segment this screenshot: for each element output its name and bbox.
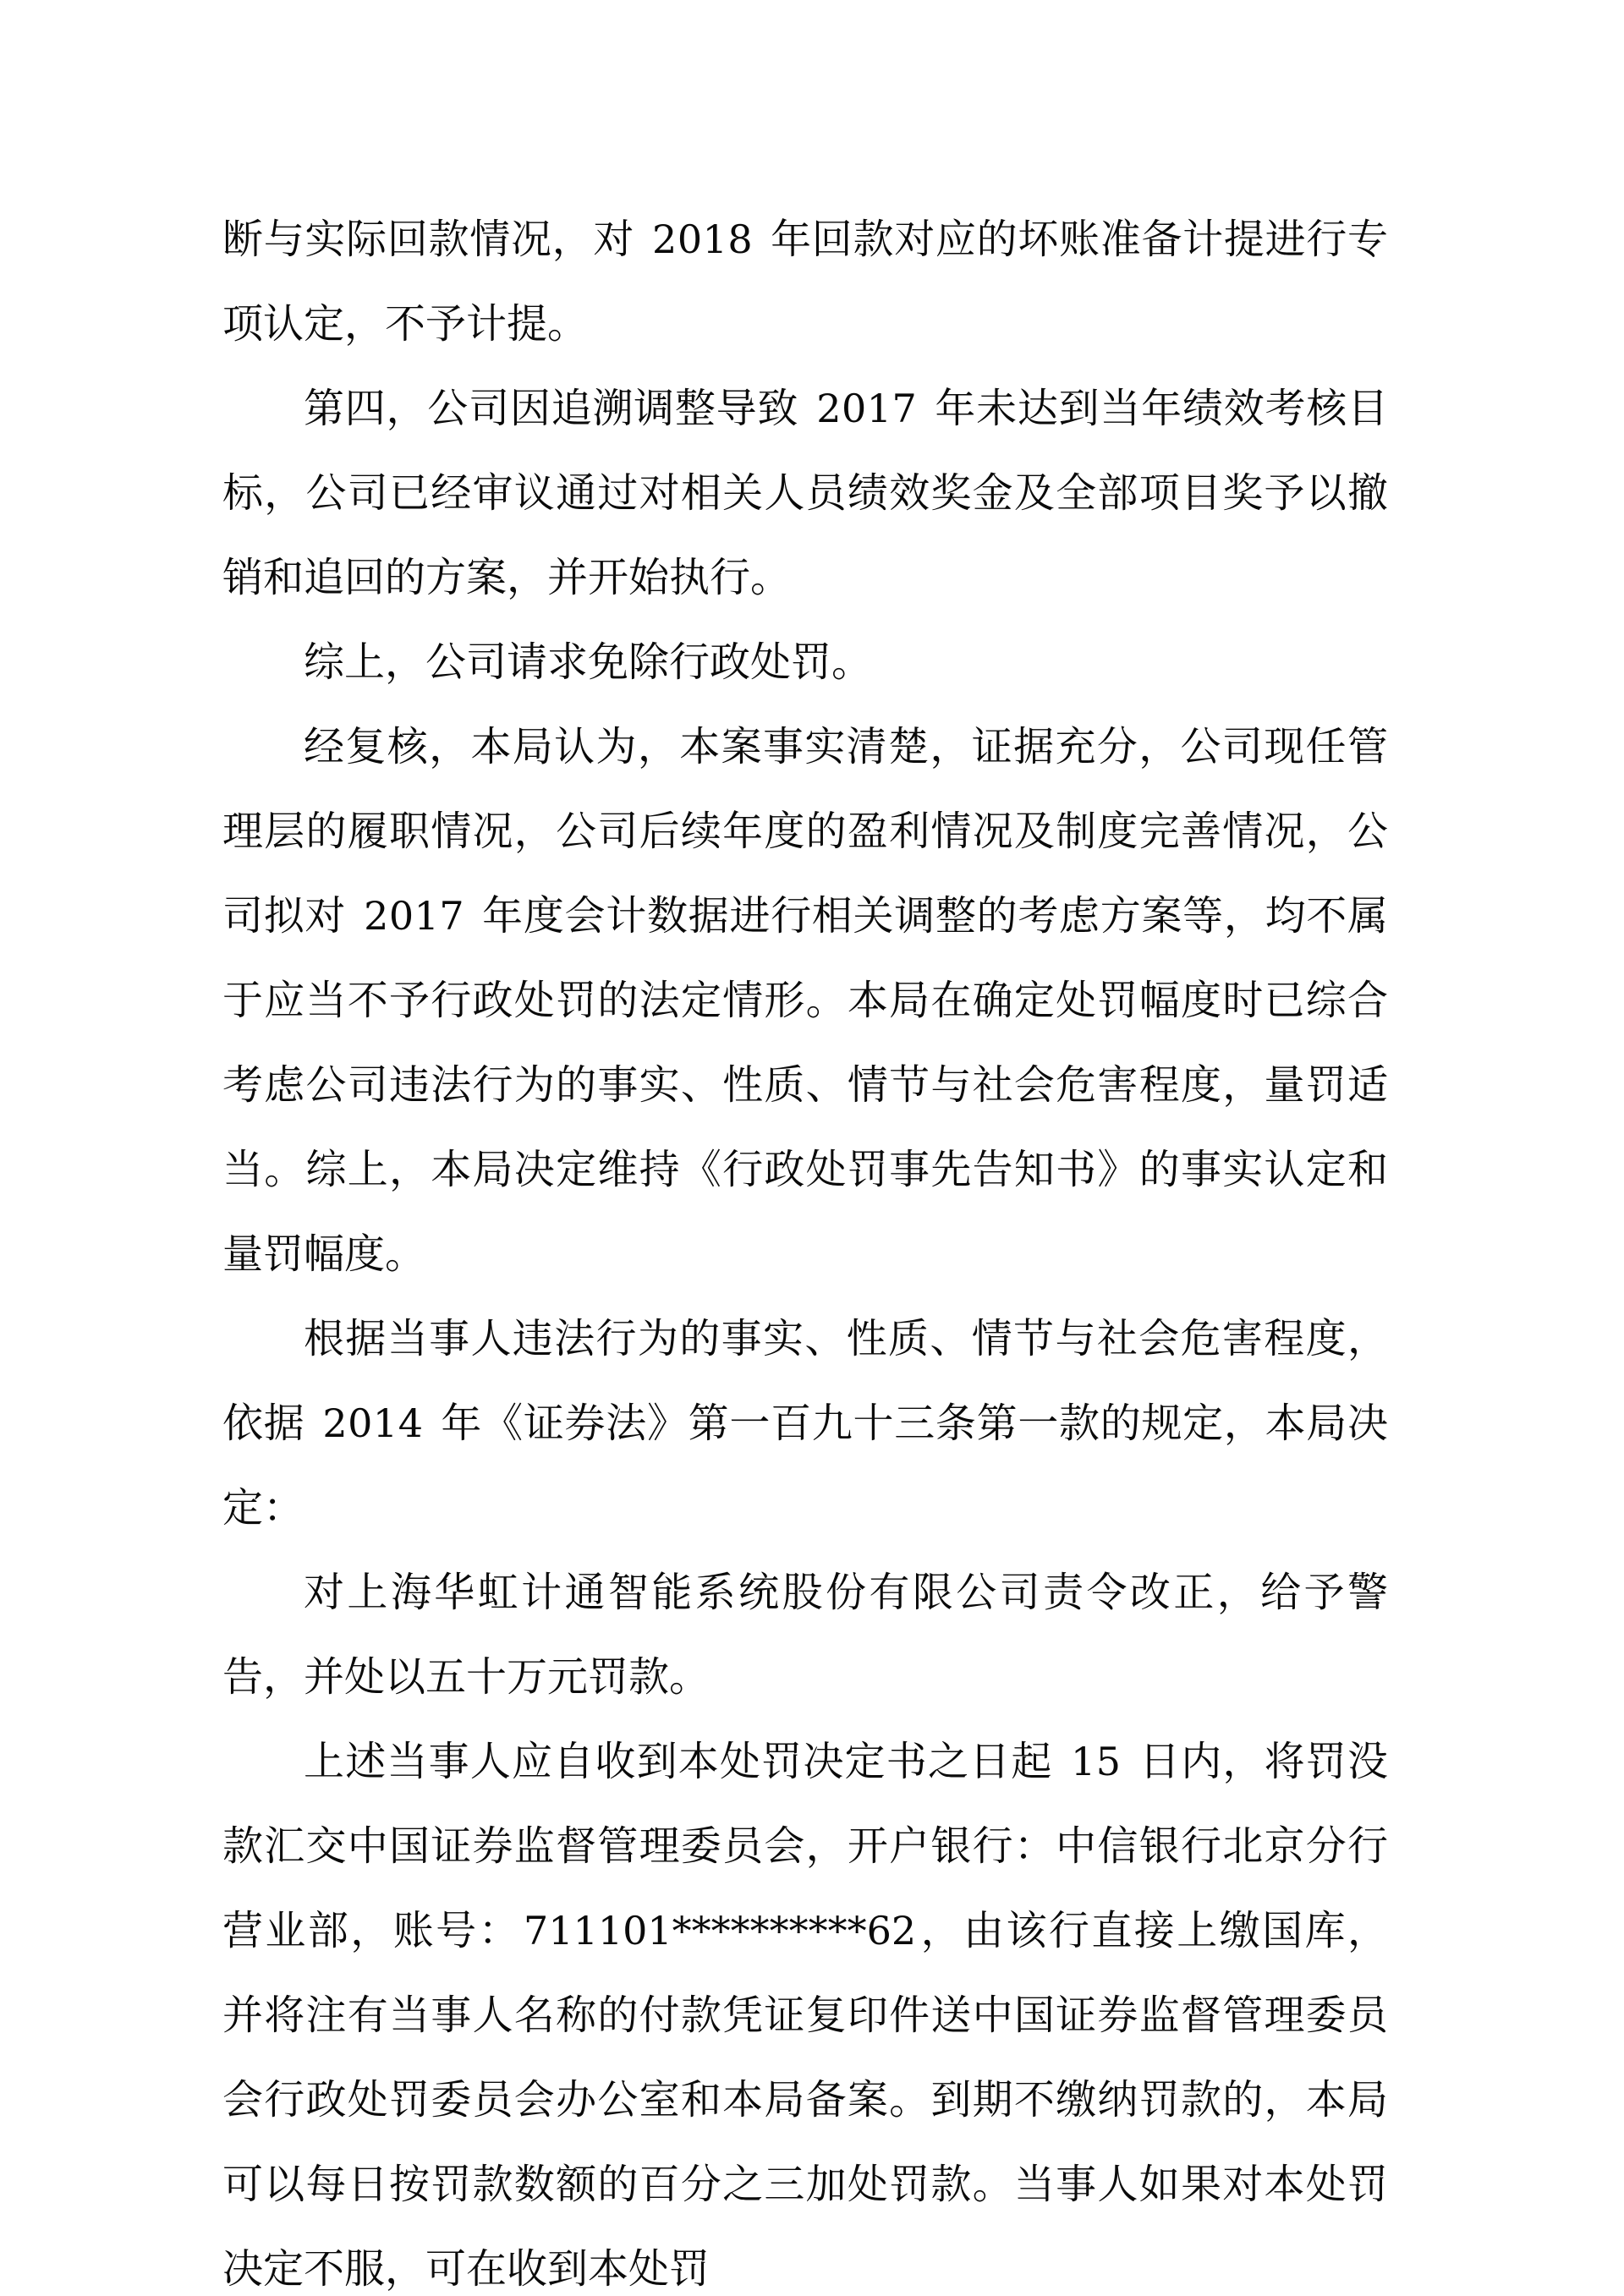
numeral: 2014: [322, 1400, 424, 1446]
paragraph-legal-basis: 根据当事人违法行为的事实、性质、情节与社会危害程度，依据 2014 年《证券法》第一百九十三条第一款的规定，本局决定：: [222, 1315, 1388, 1532]
paragraph-fourth-performance-bonus: 第四，公司因追溯调整导致 2017 年未达到当年绩效考核目标，公司已经审议通过对相关人员绩效奖金及全部项目奖予以撤销和追回的方案，并开始执行。: [222, 385, 1389, 601]
paragraph-bad-debt-provision: 断与实际回款情况，对 2018 年回款对应的坏账准备计提进行专项认定，不予计提。: [222, 216, 1388, 348]
numeral: 15: [1071, 1739, 1122, 1784]
numeral: 2018: [652, 216, 754, 262]
document-body: [222, 197, 1388, 2296]
paragraph-penalty-decision: 对上海华虹计通智能系统股份有限公司责令改正，给予警告，并处以五十万元罚款。: [222, 1569, 1388, 1701]
paragraph-bureau-review-conclusion: 经复核，本局认为，本案事实清楚，证据充分，公司现任管理层的履职情况，公司后续年度的盈利情况及制度完善情况，公司拟对 2017 年度会计数据进行相关调整的考虑方案等，均不属于应当不予行政处罚的法定情形。本局在确定处罚幅度时已综合考虑公司违法行为的事实、性质、情节与社会危害程度，量罚适当。综上，本局决定维持《行政处罚事先告知书》的事实认定和量罚幅度。: [222, 723, 1388, 1278]
account-number: 711101**********62: [524, 1908, 917, 1954]
paragraph-company-request-exemption: 综上，公司请求免除行政处罚。: [304, 638, 873, 686]
numeral: 2017: [364, 893, 465, 939]
numeral: 2017: [816, 386, 918, 431]
paragraph-payment-instructions: 上述当事人应自收到本处罚决定书之日起 15 日内，将罚没款汇交中国证券监督管理委员会，开户银行：中信银行北京分行营业部，账号：711101**********62，由该行直接上缴国库，并将注有当事人名称的付款凭证复印件送中国证券监督管理委员会行政处罚委员会办公室和本局备案。到期不缴纳罚款的，本局可以每日按罚款数额的百分之三加处罚款。当事人如果对本处罚决定不服，可在收到本处罚: [222, 1738, 1388, 2293]
